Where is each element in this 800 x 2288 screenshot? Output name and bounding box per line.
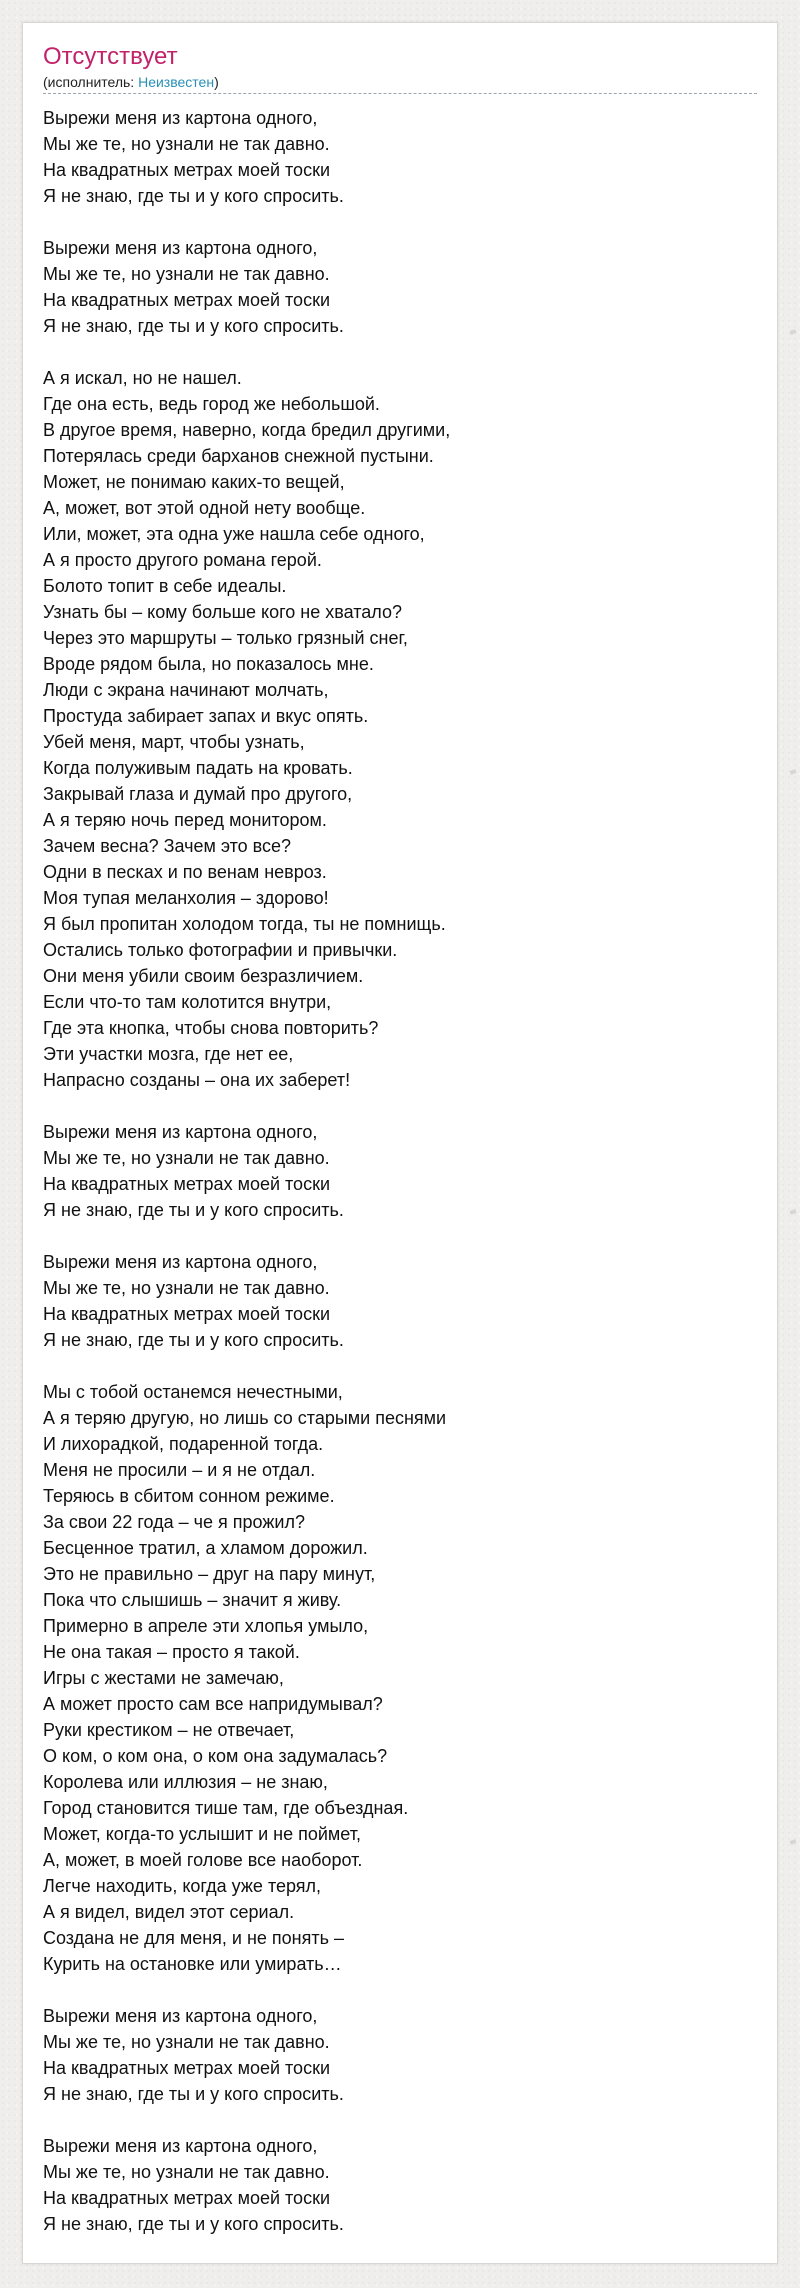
- lyric-line: Они меня убили своим безразличием.: [43, 966, 364, 986]
- lyric-line: О ком, о ком она, о ком она задумалась?: [43, 1746, 388, 1766]
- lyric-line: Где эта кнопка, чтобы снова повторить?: [43, 1018, 379, 1038]
- lyric-line: Мы же те, но узнали не так давно.: [43, 1148, 330, 1168]
- dashed-divider: [43, 93, 757, 94]
- lyric-line: Одни в песках и по венам невроз.: [43, 862, 327, 882]
- lyric-line: На квадратных метрах моей тоски: [43, 2058, 330, 2078]
- lyric-line: На квадратных метрах моей тоски: [43, 290, 330, 310]
- lyric-line: Вырежи меня из картона одного,: [43, 2136, 318, 2156]
- lyric-line: Пока что слышишь – значит я живу.: [43, 1590, 342, 1610]
- lyric-line: Остались только фотографии и привычки.: [43, 940, 398, 960]
- lyric-line: На квадратных метрах моей тоски: [43, 160, 330, 180]
- lyric-line: Мы же те, но узнали не так давно.: [43, 2162, 330, 2182]
- lyric-line: Закрывай глаза и думай про другого,: [43, 784, 353, 804]
- lyric-line: А я теряю другую, но лишь со старыми песнями: [43, 1408, 447, 1428]
- lyric-line: Вроде рядом была, но показалось мне.: [43, 654, 374, 674]
- lyric-line: А может просто сам все напридумывал?: [43, 1694, 383, 1714]
- lyric-line: А, может, в моей голове все наоборот.: [43, 1850, 363, 1870]
- lyric-line: Когда полуживым падать на кровать.: [43, 758, 353, 778]
- lyric-line: Вырежи меня из картона одного,: [43, 238, 318, 258]
- lyric-line: Королева или иллюзия – не знаю,: [43, 1772, 328, 1792]
- lyric-line: Город становится тише там, где объездная.: [43, 1798, 409, 1818]
- lyric-line: Создана не для меня, и не понять –: [43, 1928, 344, 1948]
- lyric-line: Я не знаю, где ты и у кого спросить.: [43, 316, 344, 336]
- lyric-line: Бесценное тратил, а хламом дорожил.: [43, 1538, 368, 1558]
- lyric-line: За свои 22 года – че я прожил?: [43, 1512, 305, 1532]
- lyrics-stanza: [43, 1119, 759, 1223]
- lyric-line: Болото топит в себе идеалы.: [43, 576, 287, 596]
- lyric-line: Вырежи меня из картона одного,: [43, 1122, 318, 1142]
- performer-prefix: (исполнитель:: [43, 74, 139, 90]
- background-speck: [789, 769, 796, 775]
- lyric-line: Я не знаю, где ты и у кого спросить.: [43, 1200, 344, 1220]
- lyric-line: Я был пропитан холодом тогда, ты не помнищь.: [43, 914, 446, 934]
- lyric-line: Теряюсь в сбитом сонном режиме.: [43, 1486, 335, 1506]
- lyrics-stanza: [43, 1379, 759, 1977]
- lyric-line: Убей меня, март, чтобы узнать,: [43, 732, 305, 752]
- lyric-line: Мы же те, но узнали не так давно.: [43, 1278, 330, 1298]
- lyric-line: Это не правильно – друг на пару минут,: [43, 1564, 376, 1584]
- lyric-line: Я не знаю, где ты и у кого спросить.: [43, 2214, 344, 2234]
- lyric-line: На квадратных метрах моей тоски: [43, 1304, 330, 1324]
- lyric-line: Курить на остановке или умирать…: [43, 1954, 342, 1974]
- lyric-line: Потерялась среди барханов снежной пустыни.: [43, 446, 434, 466]
- lyric-line: Моя тупая меланхолия – здорово!: [43, 888, 329, 908]
- lyrics-card: [22, 22, 778, 2264]
- lyric-line: Мы же те, но узнали не так давно.: [43, 134, 330, 154]
- lyrics-stanza: [43, 105, 759, 209]
- lyric-line: Узнать бы – кому больше кого не хватало?: [43, 602, 403, 622]
- lyric-line: Мы с тобой останемся нечестными,: [43, 1382, 343, 1402]
- lyric-line: А я теряю ночь перед монитором.: [43, 810, 327, 830]
- lyric-line: На квадратных метрах моей тоски: [43, 2188, 330, 2208]
- lyric-line: Или, может, эта одна уже нашла себе одного,: [43, 524, 425, 544]
- performer-link[interactable]: Неизвестен: [138, 74, 215, 90]
- lyric-line: Вырежи меня из картона одного,: [43, 108, 318, 128]
- lyric-line: Зачем весна? Зачем это все?: [43, 836, 292, 856]
- lyric-line: Игры с жестами не замечаю,: [43, 1668, 284, 1688]
- lyric-line: Я не знаю, где ты и у кого спросить.: [43, 1330, 344, 1350]
- lyric-line: Напрасно созданы – она их заберет!: [43, 1070, 351, 1090]
- lyric-line: А я просто другого романа герой.: [43, 550, 322, 570]
- lyric-line: На квадратных метрах моей тоски: [43, 1174, 330, 1194]
- lyric-line: Может, когда-то услышит и не поймет,: [43, 1824, 361, 1844]
- lyric-line: Примерно в апреле эти хлопья умыло,: [43, 1616, 369, 1636]
- lyric-line: И лихорадкой, подаренной тогда.: [43, 1434, 324, 1454]
- lyric-line: А, может, вот этой одной нету вообще.: [43, 498, 366, 518]
- lyric-line: Простуда забирает запах и вкус опять.: [43, 706, 369, 726]
- background-speck: [789, 329, 796, 335]
- lyric-line: Меня не просили – и я не отдал.: [43, 1460, 316, 1480]
- lyric-line: А я искал, но не нашел.: [43, 368, 242, 388]
- performer-suffix: ): [214, 74, 219, 90]
- lyrics-stanza: [43, 2133, 759, 2237]
- lyrics-stanza: [43, 235, 759, 339]
- lyric-line: Я не знаю, где ты и у кого спросить.: [43, 186, 344, 206]
- song-title: Отсутствует: [43, 43, 178, 70]
- lyric-line: Мы же те, но узнали не так давно.: [43, 264, 330, 284]
- lyrics-text: [43, 105, 759, 2263]
- lyric-line: Люди с экрана начинают молчать,: [43, 680, 329, 700]
- lyric-line: Через это маршруты – только грязный снег,: [43, 628, 408, 648]
- lyric-line: Легче находить, когда уже терял,: [43, 1876, 322, 1896]
- background-speck: [789, 1209, 796, 1215]
- lyric-line: Если что-то там колотится внутри,: [43, 992, 332, 1012]
- lyric-line: Мы же те, но узнали не так давно.: [43, 2032, 330, 2052]
- lyric-line: Не она такая – просто я такой.: [43, 1642, 300, 1662]
- lyric-line: В другое время, наверно, когда бредил другими,: [43, 420, 451, 440]
- lyric-line: Эти участки мозга, где нет ее,: [43, 1044, 294, 1064]
- lyric-line: Вырежи меня из картона одного,: [43, 2006, 318, 2026]
- lyrics-stanza: [43, 365, 759, 1093]
- lyric-line: А я видел, видел этот сериал.: [43, 1902, 295, 1922]
- performer-line: [43, 73, 219, 91]
- lyric-line: Где она есть, ведь город же небольшой.: [43, 394, 380, 414]
- lyrics-stanza: [43, 1249, 759, 1353]
- lyric-line: Может, не понимаю каких-то вещей,: [43, 472, 345, 492]
- lyrics-stanza: [43, 2003, 759, 2107]
- lyric-line: Я не знаю, где ты и у кого спросить.: [43, 2084, 344, 2104]
- lyric-line: Вырежи меня из картона одного,: [43, 1252, 318, 1272]
- lyric-line: Руки крестиком – не отвечает,: [43, 1720, 295, 1740]
- background-speck: [789, 1839, 796, 1845]
